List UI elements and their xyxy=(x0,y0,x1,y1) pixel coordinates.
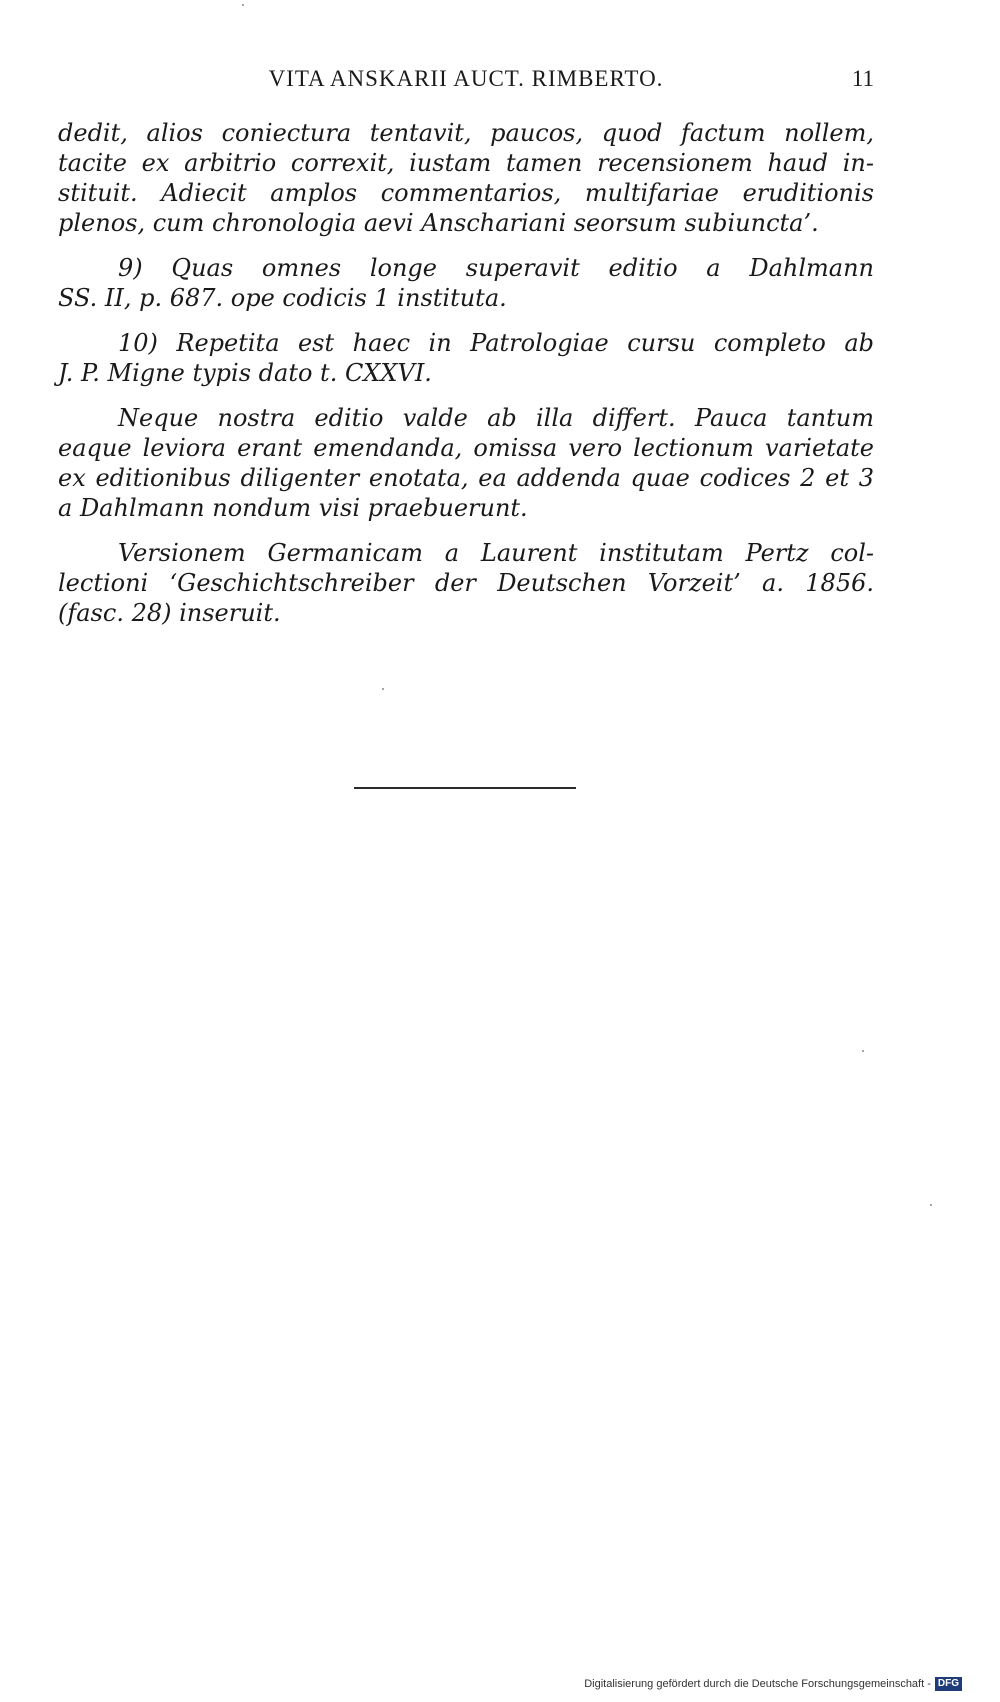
text-line: dedit, alios coniectura tentavit, paucos, quod factum nollem, xyxy=(58,119,874,147)
text-line: plenos, cum chronologia aevi Anschariani seorsum subiuncta’. xyxy=(58,209,819,237)
running-title: VITA ANSKARII AUCT. RIMBERTO. xyxy=(268,66,664,91)
text-line: eaque leviora erant emendanda, omissa vero lectionum varietate xyxy=(58,434,874,462)
text-line: SS. II, p. 687. ope codicis 1 instituta. xyxy=(58,284,507,312)
text-line: 9) Quas omnes longe superavit editio a Dahlmann xyxy=(118,254,874,282)
paper-speck xyxy=(242,4,244,6)
page-number: 11 xyxy=(851,66,874,91)
text-line: 10) Repetita est haec in Patrologiae cursu completo ab xyxy=(118,329,874,357)
text-line: J. P. Migne typis dato t. CXXVI. xyxy=(58,359,432,387)
paragraph-item-9 xyxy=(58,253,874,313)
text-line: tacite ex arbitrio correxit, iustam tamen recensionem haud in- xyxy=(58,149,874,177)
text-line: Neque nostra editio valde ab illa differt. Pauca tantum xyxy=(118,404,874,432)
paragraph-continuation xyxy=(58,118,874,238)
paper-speck xyxy=(862,1050,864,1052)
text-line: (fasc. 28) inseruit. xyxy=(58,599,281,627)
digitization-credit xyxy=(584,1676,962,1692)
dfg-logo: DFG xyxy=(935,1677,962,1691)
running-head xyxy=(58,66,874,98)
body-text xyxy=(58,118,874,643)
section-end-rule xyxy=(354,787,576,789)
paragraph-neque xyxy=(58,403,874,523)
text-line: lectioni ‘Geschichtschreiber der Deutschen Vorzeit’ a. 1856. xyxy=(58,569,874,597)
paragraph-versionem xyxy=(58,538,874,628)
text-line: ex editionibus diligenter enotata, ea addenda quae codices 2 et 3 xyxy=(58,464,874,492)
paper-speck xyxy=(930,1204,932,1206)
text-line: stituit. Adiecit amplos commentarios, multifariae eruditionis xyxy=(58,179,874,207)
text-line: a Dahlmann nondum visi praebuerunt. xyxy=(58,494,528,522)
text-line: Versionem Germanicam a Laurent institutam Pertz col- xyxy=(118,539,874,567)
paper-speck xyxy=(382,688,384,690)
paragraph-item-10 xyxy=(58,328,874,388)
credit-text: Digitalisierung gefördert durch die Deutsche Forschungsgemeinschaft - xyxy=(584,1678,931,1690)
